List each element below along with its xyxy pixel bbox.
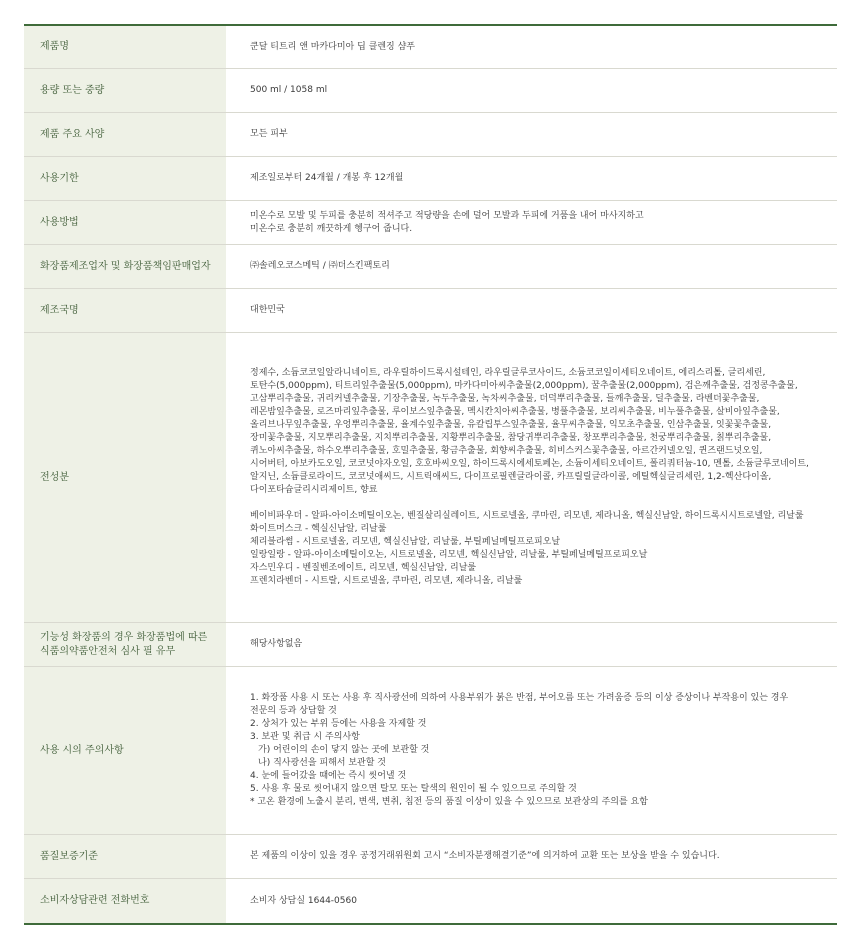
label-line: 제품 주요 사양	[40, 128, 105, 140]
value-line: 3. 보관 및 취급 시 주의사항	[250, 732, 360, 742]
label-main-spec	[24, 113, 226, 156]
label-text	[40, 894, 149, 908]
value-main-spec	[226, 113, 837, 156]
label-expiry	[24, 157, 226, 200]
value-usage	[226, 201, 837, 244]
value-line: 500 ml / 1058 ml	[250, 85, 328, 95]
value-line: 해당사항없음	[250, 639, 303, 649]
value-line: 토탄수(5,000ppm), 티트리잎추출물(5,000ppm), 마카다미아씨추출물(2,000ppm), 꿀추출물(2,000ppm), 검은깨추출물, 검정콩추출물,	[250, 381, 798, 391]
label-text	[40, 631, 207, 659]
label-line: 전성분	[40, 471, 69, 483]
row-expiry	[24, 157, 837, 201]
paragraph-gap	[250, 497, 809, 510]
label-line: 화장품제조업자 및 화장품책임판매업자	[40, 260, 211, 272]
value-line: 대한민국	[250, 305, 285, 315]
row-ingredients	[24, 333, 837, 623]
value-functional-review	[226, 623, 837, 666]
value-line: 베이비파우더 - 알파-아이소메틸이오논, 벤질살리실레이트, 시트로넬올, 쿠마린, 리모넨, 제라니올, 헥실신남알, 하이드록시시트로넬알, 리날룰	[250, 511, 804, 521]
value-line: 본 제품의 이상이 있을 경우 공정거래위원회 고시 “소비자분쟁해결기준”에 의거하여 교환 또는 보상을 받을 수 있습니다.	[250, 851, 720, 861]
label-consumer-phone	[24, 879, 226, 923]
label-line: 제조국명	[40, 304, 79, 316]
row-product-name	[24, 26, 837, 69]
label-product-name	[24, 26, 226, 68]
label-line: 식품의약품안전처 심사 필 유무	[40, 645, 176, 657]
value-line: 1. 화장품 사용 시 또는 사용 후 직사광선에 의하여 사용부위가 붉은 반점, 부어오름 또는 가려움증 등의 이상 증상이나 부작용이 있는 경우	[250, 693, 789, 703]
row-precautions	[24, 667, 837, 835]
label-text	[40, 216, 79, 230]
value-line: ㈜솔레오코스메틱 / ㈜더스킨팩토리	[250, 261, 390, 271]
value-line: 정제수, 소듐코코일알라니네이트, 라우릴하이드록시설테인, 라우릴글루코사이드, 소듐코코일이세티오네이트, 에리스리톨, 글리세린,	[250, 368, 766, 378]
label-line: 용량 또는 중량	[40, 84, 105, 96]
value-line: 레몬밤잎추출물, 로즈마리잎추출물, 루이보스잎추출물, 멕시칸치아씨추출물, 병풀추출물, 보리씨추출물, 비누풀추출물, 살비아잎추출물,	[250, 407, 780, 417]
label-text	[40, 128, 104, 142]
value-line: 고삼뿌리추출물, 귀리커넬추출물, 기장추출물, 녹두추출물, 녹차씨추출물, 더덕뿌리추출물, 들깨추출물, 딜추출물, 라벤더꽃추출물,	[250, 394, 760, 404]
value-line: 소비자 상담실 1644-0560	[250, 895, 357, 906]
label-text	[40, 260, 211, 274]
label-text	[40, 84, 104, 98]
value-quality-guarantee	[226, 835, 837, 878]
value-line: 미온수로 충분히 깨끗하게 헹구어 줍니다.	[250, 223, 413, 234]
value-text	[250, 41, 415, 54]
value-line: 장미꽃추출물, 지모뿌리추출물, 지치뿌리추출물, 지황뿌리추출물, 참당귀뿌리추출물, 창포뿌리추출물, 천궁뿌리추출물, 칡뿌리추출물,	[250, 433, 772, 443]
value-line: 체리블라썸 - 시트로넬올, 리모넨, 헥실신남알, 리날룰, 부틸페닐메틸프로피오날	[250, 537, 561, 547]
label-functional-review	[24, 623, 226, 666]
value-expiry	[226, 157, 837, 200]
row-manufacturer	[24, 245, 837, 289]
label-ingredients	[24, 333, 226, 622]
value-text	[250, 128, 288, 141]
label-text	[40, 40, 69, 54]
row-country	[24, 289, 837, 333]
value-text	[250, 692, 788, 809]
value-country	[226, 289, 837, 332]
label-line: 소비자상담관련 전화번호	[40, 895, 150, 906]
value-line: 알지닌, 소듐클로라이드, 코코넛애씨드, 시트릭애씨드, 다이프로필렌글라이콜, 카프릴릴글라이콜, 에틸헥실글리세린, 1,2-헥산다이올,	[250, 472, 772, 482]
value-line: 퀴노아씨추출물, 하수오뿌리추출물, 호밀추출물, 황금추출물, 회향씨추출물, 히비스커스꽃추출물, 아르간커넬오일, 퀸즈랜드넛오일,	[250, 446, 763, 456]
label-text	[40, 744, 124, 758]
label-precautions	[24, 667, 226, 834]
value-line: 프렌치라벤더 - 시트랄, 시트로넬올, 쿠마린, 리모넨, 제라니올, 리날룰	[250, 576, 523, 586]
value-line: 화이트머스크 - 헥실신남알, 리날룰	[250, 524, 387, 534]
value-line: 5. 사용 후 물로 씻어내지 않으면 탈모 또는 탈색의 원인이 될 수 있으므로 주의할 것	[250, 784, 577, 794]
value-line: 자스민우디 - 벤질벤조에이트, 리모넨, 헥실신남알, 리날룰	[250, 563, 477, 573]
row-consumer-phone	[24, 879, 837, 923]
value-line: 쿤달 티트리 앤 마카다미아 딥 클렌징 샴푸	[250, 41, 415, 52]
value-text	[250, 304, 285, 317]
label-volume	[24, 69, 226, 112]
label-text	[40, 304, 79, 318]
value-line: 4. 눈에 들어갔을 때에는 즉시 씻어낼 것	[250, 771, 407, 781]
value-precautions	[226, 667, 837, 834]
value-text	[250, 172, 403, 185]
label-usage	[24, 201, 226, 244]
value-text	[250, 895, 357, 908]
value-text	[250, 638, 302, 651]
value-text	[250, 367, 809, 588]
value-text	[250, 84, 327, 97]
value-text	[250, 260, 390, 273]
value-line: 2. 상처가 있는 부위 등에는 사용을 자제할 것	[250, 719, 427, 729]
value-line: 시어버터, 아보카도오일, 코코넛야자오일, 호호바씨오일, 하이드록시에세토페논, 소듐이세티오네이트, 폴리쿼터늄-10, 멘톨, 소듐글루코네이트,	[250, 459, 809, 469]
value-line: 올리브나무잎추출물, 우엉뿌리추출물, 율계수잎추출물, 유칼립투스잎추출물, 율무씨추출물, 익모초추출물, 인삼추출물, 잇꽃꽃추출물,	[250, 420, 772, 430]
value-line: 가) 어린이의 손이 닿지 않는 곳에 보관할 것	[258, 745, 430, 755]
row-volume	[24, 69, 837, 113]
label-text	[40, 850, 98, 864]
label-line: 사용기한	[40, 172, 79, 184]
label-line: 제품명	[40, 41, 69, 52]
label-line: 기능성 화장품의 경우 화장품법에 따른	[40, 631, 208, 643]
value-line: 다이포타슘글리시리제이트, 향료	[250, 485, 378, 495]
row-main-spec	[24, 113, 837, 157]
value-line: 모든 피부	[250, 129, 288, 139]
value-line: 나) 직사광선을 피해서 보관할 것	[258, 758, 386, 768]
label-text	[40, 172, 79, 186]
label-country	[24, 289, 226, 332]
value-line: 미온수로 모발 및 두피를 충분히 적셔주고 적당량을 손에 덜어 모발과 두피에 거품을 내어 마사지하고	[250, 210, 644, 221]
row-usage	[24, 201, 837, 245]
value-consumer-phone	[226, 879, 837, 923]
label-manufacturer	[24, 245, 226, 288]
value-line: 제조일로부터 24개월 / 개봉 후 12개월	[250, 173, 404, 183]
value-line: * 고온 환경에 노출시 분리, 변색, 변취, 침전 등의 품질 이상이 있을 수 있으므로 보관상의 주의를 요함	[250, 797, 648, 807]
label-text	[40, 471, 69, 485]
label-quality-guarantee	[24, 835, 226, 878]
product-info-table	[24, 24, 837, 925]
label-line: 사용 시의 주의사항	[40, 744, 124, 756]
value-manufacturer	[226, 245, 837, 288]
value-product-name	[226, 26, 837, 68]
value-text	[250, 210, 644, 236]
value-line: 일랑일랑 - 알파-아이소메틸이오논, 시트로넬올, 리모넨, 헥실신남알, 리날룰, 부틸페닐메틸프로피오날	[250, 550, 648, 560]
value-text	[250, 850, 720, 863]
value-volume	[226, 69, 837, 112]
row-functional-review	[24, 623, 837, 667]
row-quality-guarantee	[24, 835, 837, 879]
label-line: 품질보증기준	[40, 850, 98, 862]
value-line: 전문의 등과 상담할 것	[250, 706, 337, 716]
label-line: 사용방법	[40, 216, 79, 228]
value-ingredients	[226, 333, 837, 622]
